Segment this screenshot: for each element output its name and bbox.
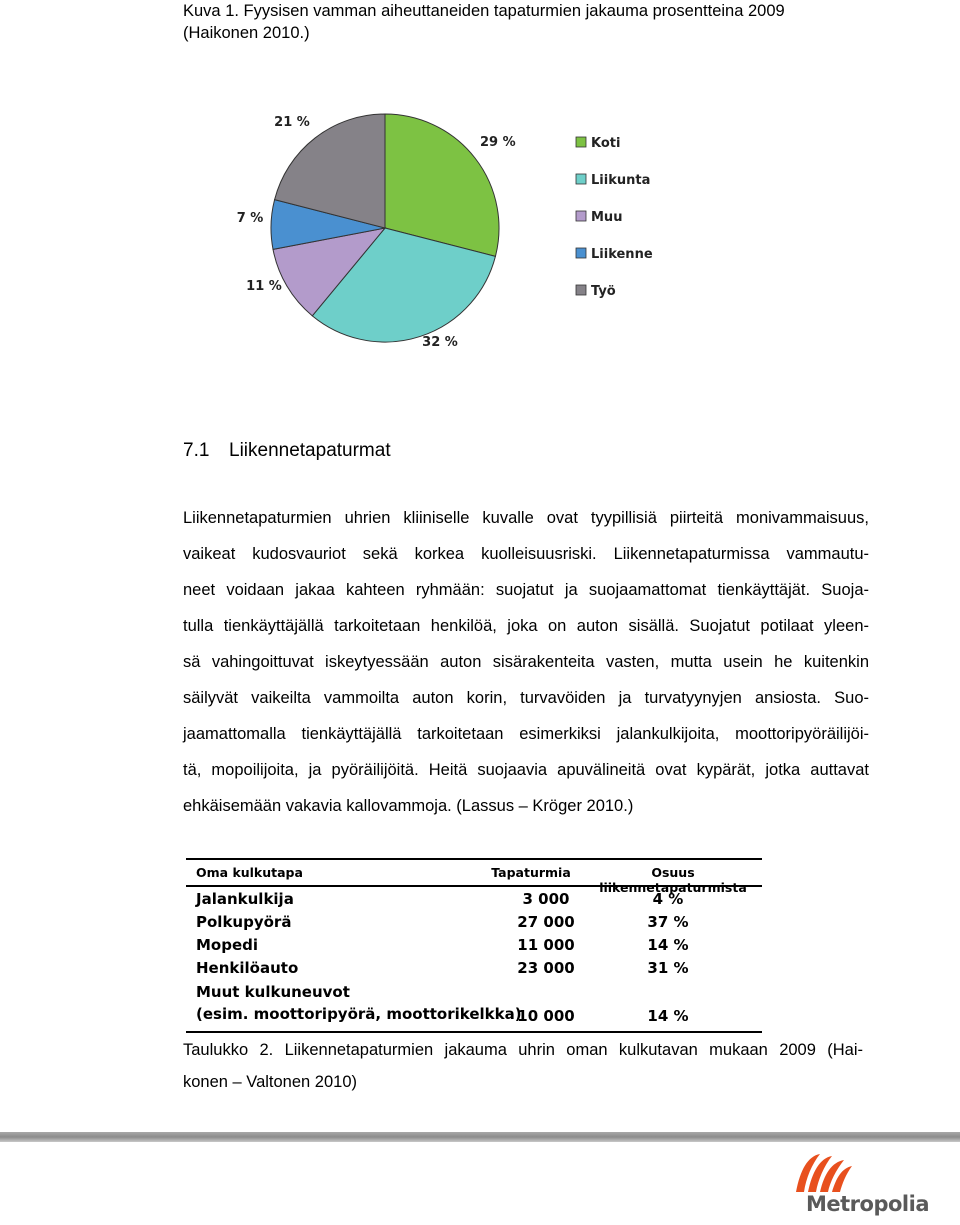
pie-data-label: 32 %	[422, 335, 458, 350]
cell-share: 4 %	[652, 890, 684, 908]
cell-mode-line-1: Muut kulkuneuvot	[196, 983, 350, 1001]
paragraph-line: jaamattomalla tienkäyttäjällä tarkoitetaan esimerkiksi jalankulkijoita, moottoripyöräilijöi-	[183, 725, 869, 743]
accidents-table	[186, 858, 762, 1033]
cell-share: 31 %	[647, 959, 689, 977]
paragraph-line: vaikeat kudosvauriot sekä korkea kuolleisuusriski. Liikennetapaturmissa vammautu-	[183, 545, 869, 563]
table-caption-line-2: konen – Valtonen 2010)	[183, 1073, 357, 1091]
cell-share: 14 %	[647, 1007, 689, 1025]
legend-swatch	[576, 248, 586, 258]
cell-mode: Jalankulkija	[196, 890, 294, 908]
legend-swatch	[576, 211, 586, 221]
table-row	[186, 887, 762, 910]
table-bottom-rule	[186, 1031, 762, 1033]
figure-caption	[183, 0, 863, 44]
table-header	[186, 858, 762, 895]
logo-text: Metropolia	[806, 1192, 929, 1216]
pie-chart	[228, 108, 668, 364]
cell-mode	[196, 981, 522, 1025]
pie-data-label: 21 %	[274, 115, 310, 130]
header-mode: Oma kulkutapa	[196, 865, 303, 880]
metropolia-logo	[790, 1150, 950, 1220]
legend-swatch	[576, 137, 586, 147]
table-caption-line-1: Taulukko 2. Liikennetapaturmien jakauma uhrin oman kulkutavan mukaan 2009 (Hai-	[183, 1041, 863, 1059]
paragraph-line: tulla tienkäyttäjällä tarkoitetaan henkilöä, joka on auton sisällä. Suojatut potilaat yleen-	[183, 617, 869, 635]
cell-accidents: 27 000	[517, 913, 575, 931]
cell-mode: Mopedi	[196, 936, 259, 954]
table-row	[186, 933, 762, 956]
pie-data-label: 29 %	[480, 135, 516, 150]
cell-share: 37 %	[647, 913, 689, 931]
cell-accidents: 11 000	[517, 936, 575, 954]
pie-data-label: 7 %	[236, 211, 264, 226]
section-heading	[183, 440, 391, 462]
legend-label: Liikunta	[591, 173, 651, 188]
paragraph-line: Liikennetapaturmien uhrien kliiniselle kuvalle ovat tyypillisiä piirteitä monivammaisuus,	[183, 509, 869, 527]
paragraph-line: säilyvät vaikeilta vammoilta auton korin, turvavöiden ja turvatyynyjen ansiosta. Suo-	[183, 689, 869, 707]
legend-label: Koti	[591, 136, 621, 151]
table-row	[186, 910, 762, 933]
paragraph-line: sä vahingoittuvat iskeytyessään auton sisärakenteita vasten, mutta usein he kuitenkin	[183, 653, 869, 671]
table-caption	[183, 1034, 863, 1098]
cell-share: 14 %	[647, 936, 689, 954]
body-paragraph	[183, 500, 869, 824]
header-accidents: Tapaturmia	[491, 865, 571, 880]
section-number: 7.1	[183, 440, 210, 461]
cell-mode: Polkupyörä	[196, 913, 292, 931]
cell-mode: Henkilöauto	[196, 959, 299, 977]
figure-caption-line-2: (Haikonen 2010.)	[183, 24, 310, 42]
legend-swatch	[576, 174, 586, 184]
cell-accidents: 3 000	[522, 890, 570, 908]
paragraph-line: ehkäisemään vakavia kallovammoja. (Lassus – Kröger 2010.)	[183, 797, 634, 815]
section-title: Liikennetapaturmat	[229, 440, 391, 461]
legend-swatch	[576, 285, 586, 295]
table-row	[186, 979, 762, 1031]
paragraph-line: tä, mopoilijoita, ja pyöräilijöitä. Heitä suojaavia apuvälineitä ovat kypärät, jotka auttavat	[183, 761, 869, 779]
legend-label: Liikenne	[591, 247, 653, 262]
pie-data-label: 11 %	[246, 279, 282, 294]
pie-chart-svg	[228, 108, 668, 364]
legend-label: Muu	[591, 210, 623, 225]
figure-caption-line-1: Kuva 1. Fyysisen vamman aiheuttaneiden tapaturmien jakauma prosentteina 2009	[183, 2, 785, 20]
table-row	[186, 956, 762, 979]
paragraph-line: neet voidaan jakaa kahteen ryhmään: suojatut ja suojaamattomat tienkäyttäjät. Suoja-	[183, 581, 869, 599]
header-share: Osuus liikennetapaturmista	[599, 865, 747, 895]
legend-label: Työ	[591, 284, 616, 299]
cell-accidents: 10 000	[517, 1007, 575, 1025]
cell-accidents: 23 000	[517, 959, 575, 977]
cell-mode-line-2: (esim. moottoripyörä, moottorikelkka)	[196, 1005, 522, 1023]
footer-bar	[0, 1132, 960, 1142]
